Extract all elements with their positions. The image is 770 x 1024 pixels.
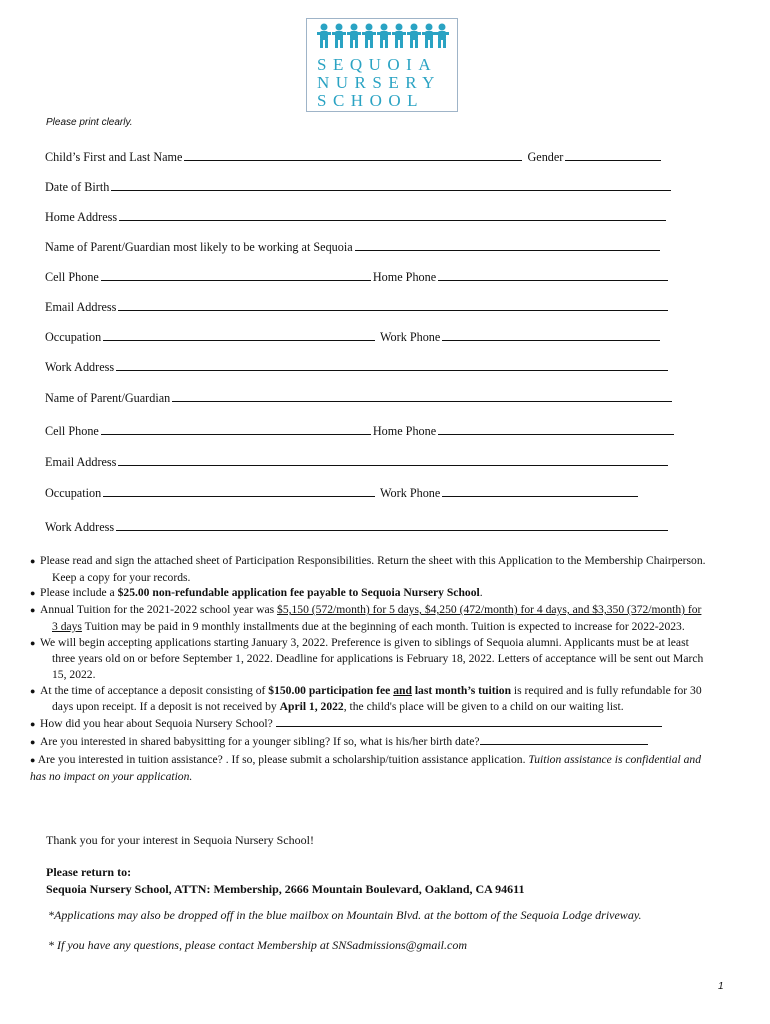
field-label: Name of Parent/Guardian most likely to be working at Sequoia — [45, 240, 353, 254]
list-item: ● Are you interested in tuition assistance? . If so, please submit a scholarship/tuition assistance application. Tuition assistance is confidential and has no impact on your application. — [30, 753, 702, 784]
parent2-name-line[interactable] — [172, 389, 672, 402]
field-label: Home Phone — [372, 424, 437, 438]
list-item: ● Please read and sign the attached sheet of Participation Responsibilities. Return the sheet with this Application to the Membership Chairperson. Keep a copy for your records. — [30, 553, 710, 585]
parent1-phone-field[interactable] — [45, 268, 670, 285]
list-item: ● Please include a $25.00 non-refundable application fee payable to Sequoia Nursery School. — [30, 585, 710, 602]
print-instruction: Please print clearly. — [46, 117, 133, 128]
logo-text-line-2: NURSERY — [317, 73, 441, 92]
parent2-occupation-line[interactable] — [103, 484, 375, 497]
parent2-phone-field[interactable] — [45, 422, 676, 439]
parent2-cell-line[interactable] — [101, 422, 371, 435]
return-label: Please return to: — [46, 865, 132, 879]
parent2-occupation-field[interactable] — [45, 484, 640, 501]
school-logo — [306, 18, 458, 112]
list-item[interactable]: ● How did you hear about Sequoia Nursery School? — [30, 715, 710, 733]
field-label: Work Phone — [380, 330, 441, 344]
logo-text-line-1: SEQUOIA — [317, 55, 438, 74]
field-label: Occupation — [45, 486, 102, 500]
parent2-email-field[interactable] — [45, 453, 670, 470]
date-of-birth-field[interactable] — [45, 178, 673, 195]
field-label: Work Address — [45, 360, 115, 374]
parent2-work-address-line[interactable] — [116, 518, 668, 531]
parent1-email-field[interactable] — [45, 298, 670, 315]
field-label: Email Address — [45, 455, 117, 469]
logo-text-line-3: SCHOOL — [317, 91, 425, 110]
sibling-birthdate-line[interactable] — [480, 733, 648, 745]
parent1-home-phone-line[interactable] — [438, 268, 668, 281]
page-number: 1 — [718, 981, 724, 992]
gender-line[interactable] — [565, 148, 661, 161]
field-label: Work Address — [45, 520, 115, 534]
parent1-work-address-field[interactable] — [45, 358, 670, 375]
field-label: Occupation — [45, 330, 102, 344]
parent1-cell-line[interactable] — [101, 268, 371, 281]
thank-you-text: Thank you for your interest in Sequoia Nursery School! — [46, 833, 314, 847]
field-label: Name of Parent/Guardian — [45, 391, 171, 405]
parent1-occupation-line[interactable] — [103, 328, 375, 341]
contact-note: * If you have any questions, please contact Membership at SNSadmissions@gmail.com — [48, 938, 467, 952]
list-item[interactable]: ● Are you interested in shared babysitting for a younger sibling? If so, what is his/her birth date? — [30, 733, 710, 751]
field-label: Home Address — [45, 210, 118, 224]
field-label: Work Phone — [380, 486, 441, 500]
mailbox-note: *Applications may also be dropped off in the blue mailbox on Mountain Blvd. at the bottom of the Sequoia Lodge driveway. — [48, 908, 642, 922]
field-label: Cell Phone — [45, 424, 99, 438]
list-item: ● Annual Tuition for the 2021-2022 school year was $5,150 (572/month) for 5 days, $4,250 (472/month) for 4 days, and $3,350 (372/month) for 3 days Tuition may be paid in 9 monthly installments due at the beginning of each month. Tuition is expected to increase for 2022-2023. — [30, 602, 710, 634]
list-item: ● At the time of acceptance a deposit consisting of $150.00 participation fee and last month’s tuition is required and is fully refundable for 30 days upon receipt. If a deposit is not received by April 1, 2022, the child's place will be given to a child on our waiting list. — [30, 683, 710, 715]
field-label: Date of Birth — [45, 180, 110, 194]
home-address-line[interactable] — [119, 208, 666, 221]
child-name-line[interactable] — [184, 148, 522, 161]
home-address-field[interactable] — [45, 208, 668, 225]
parent2-name-field[interactable] — [45, 389, 674, 406]
parent2-home-phone-line[interactable] — [438, 422, 674, 435]
field-label: Cell Phone — [45, 270, 99, 284]
child-name-field[interactable] — [45, 148, 663, 165]
parent1-occupation-field[interactable] — [45, 328, 662, 345]
field-label: Child’s First and Last Name — [45, 150, 183, 164]
information-list — [30, 553, 710, 785]
parent2-email-line[interactable] — [118, 453, 668, 466]
parent2-work-address-field[interactable] — [45, 518, 670, 535]
parent1-name-line[interactable] — [355, 238, 660, 251]
return-address-block — [46, 864, 525, 898]
children-holding-hands-icon — [317, 23, 449, 49]
date-of-birth-line[interactable] — [111, 178, 671, 191]
parent1-name-field[interactable] — [45, 238, 662, 255]
list-item: ● We will begin accepting applications starting January 3, 2022. Preference is given to siblings of Sequoia alumni. Applicants must be at least three years old on or before September 1, 2022. Deadline for applications is February 18, 2022. Letters of acceptance will be sent out March 15, 2022. — [30, 635, 710, 683]
parent1-email-line[interactable] — [118, 298, 668, 311]
return-address: Sequoia Nursery School, ATTN: Membership, 2666 Mountain Boulevard, Oakland, CA 94611 — [46, 882, 525, 896]
referral-source-line[interactable] — [276, 715, 662, 727]
parent1-work-phone-line[interactable] — [442, 328, 660, 341]
field-label: Email Address — [45, 300, 117, 314]
field-label: Home Phone — [372, 270, 437, 284]
parent1-work-address-line[interactable] — [116, 358, 668, 371]
parent2-work-phone-line[interactable] — [442, 484, 638, 497]
field-label: Gender — [527, 150, 564, 164]
